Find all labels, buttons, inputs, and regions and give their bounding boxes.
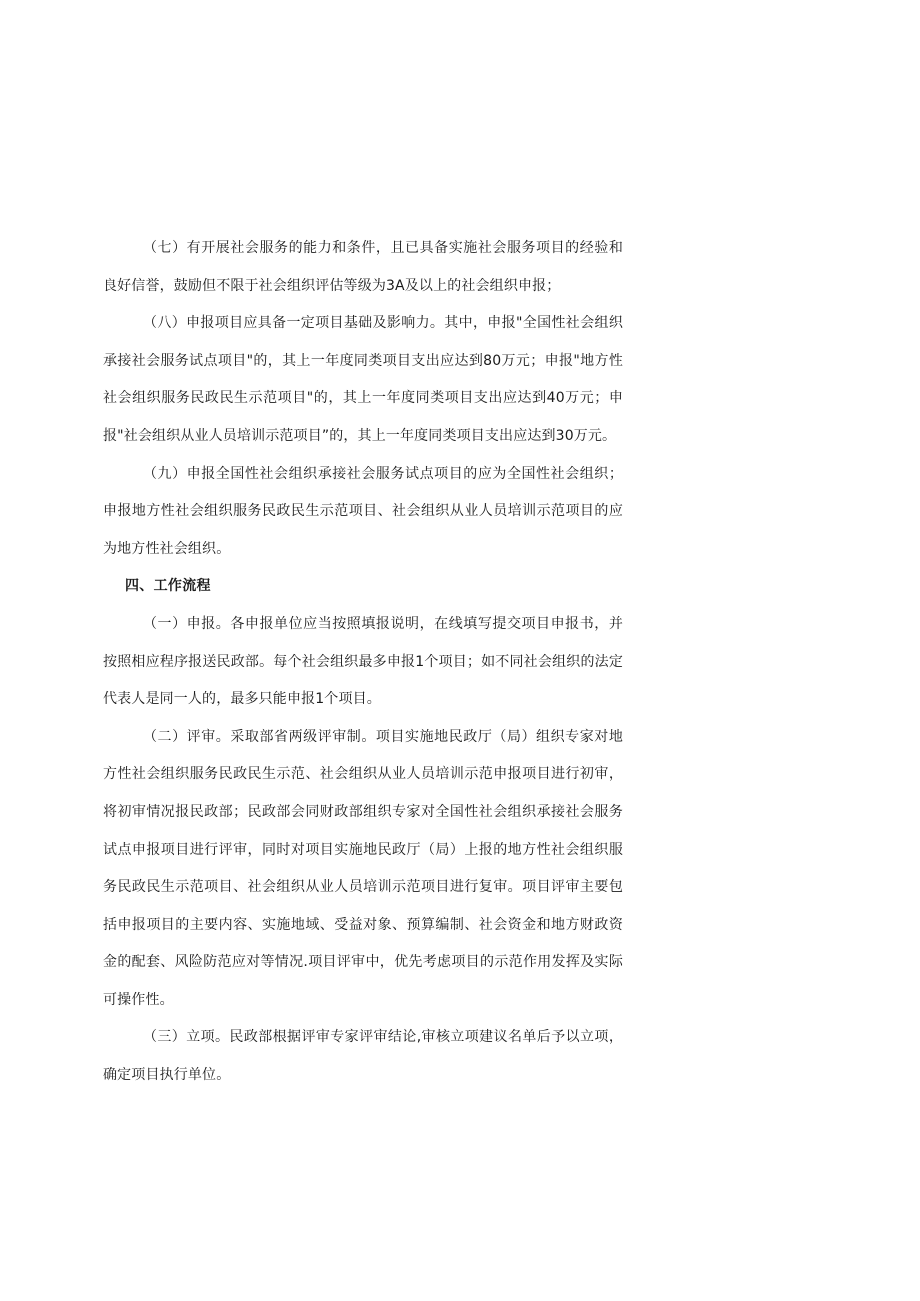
section-heading-workflow: 四、工作流程 — [125, 578, 211, 595]
paragraph-item-8: （八）申报项目应具备一定项目基础及影响力。其中，申报"全国性社会组织承接社会服务试点项目"的，其上一年度同类项目支出应达到80万元；申报"地方性社会组织服务民政民生示范项目"的，其上一年度同类项目支出应达到40万元；申报"社会组织从业人员培训示范项目”的，其上一年度同类项目支出应达到30万元。 — [103, 315, 623, 444]
paragraph-step-apply: （一）申报。各申报单位应当按照填报说明，在线填写提交项目申报书，并按照相应程序报送民政部。每个社会组织最多申报1个项目；如不同社会组织的法定代表人是同一人的，最多只能申报1个项目。 — [103, 615, 623, 708]
paragraph-step-review: （二）评审。采取部省两级评审制。项目实施地民政厅（局）组织专家对地方性社会组织服务民政民生示范、社会组织从业人员培训示范申报项目进行初审，将初审情况报民政部；民政部会同财政部组织专家对全国性社会组织承接社会服务试点申报项目进行评审，同时对项目实施地民政厅（局）上报的地方性社会组织服务民政民生示范项目、社会组织从业人员培训示范项目进行复审。项目评审主要包括申报项目的主要内容、实施地域、受益对象、预算编制、社会资金和地方财政资金的配套、风险防范应对等情况.项目评审中，优先考虑项目的示范作用发挥及实际可操作性。 — [103, 728, 623, 1008]
paragraph-step-approval: （三）立项。民政部根据评审专家评审结论,审核立项建议名单后予以立项，确定项目执行单位。 — [103, 1029, 623, 1084]
paragraph-item-7: （七）有开展社会服务的能力和条件，且已具备实施社会服务项目的经验和良好信誉，鼓励但不限于社会组织评估等级为3A及以上的社会组织申报； — [103, 240, 623, 294]
paragraph-item-9: （九）申报全国性社会组织承接社会服务试点项目的应为全国性社会组织；申报地方性社会组织服务民政民生示范项目、社会组织从业人员培训示范项目的应为地方性社会组织。 — [103, 465, 623, 557]
document-body — [103, 230, 623, 1095]
